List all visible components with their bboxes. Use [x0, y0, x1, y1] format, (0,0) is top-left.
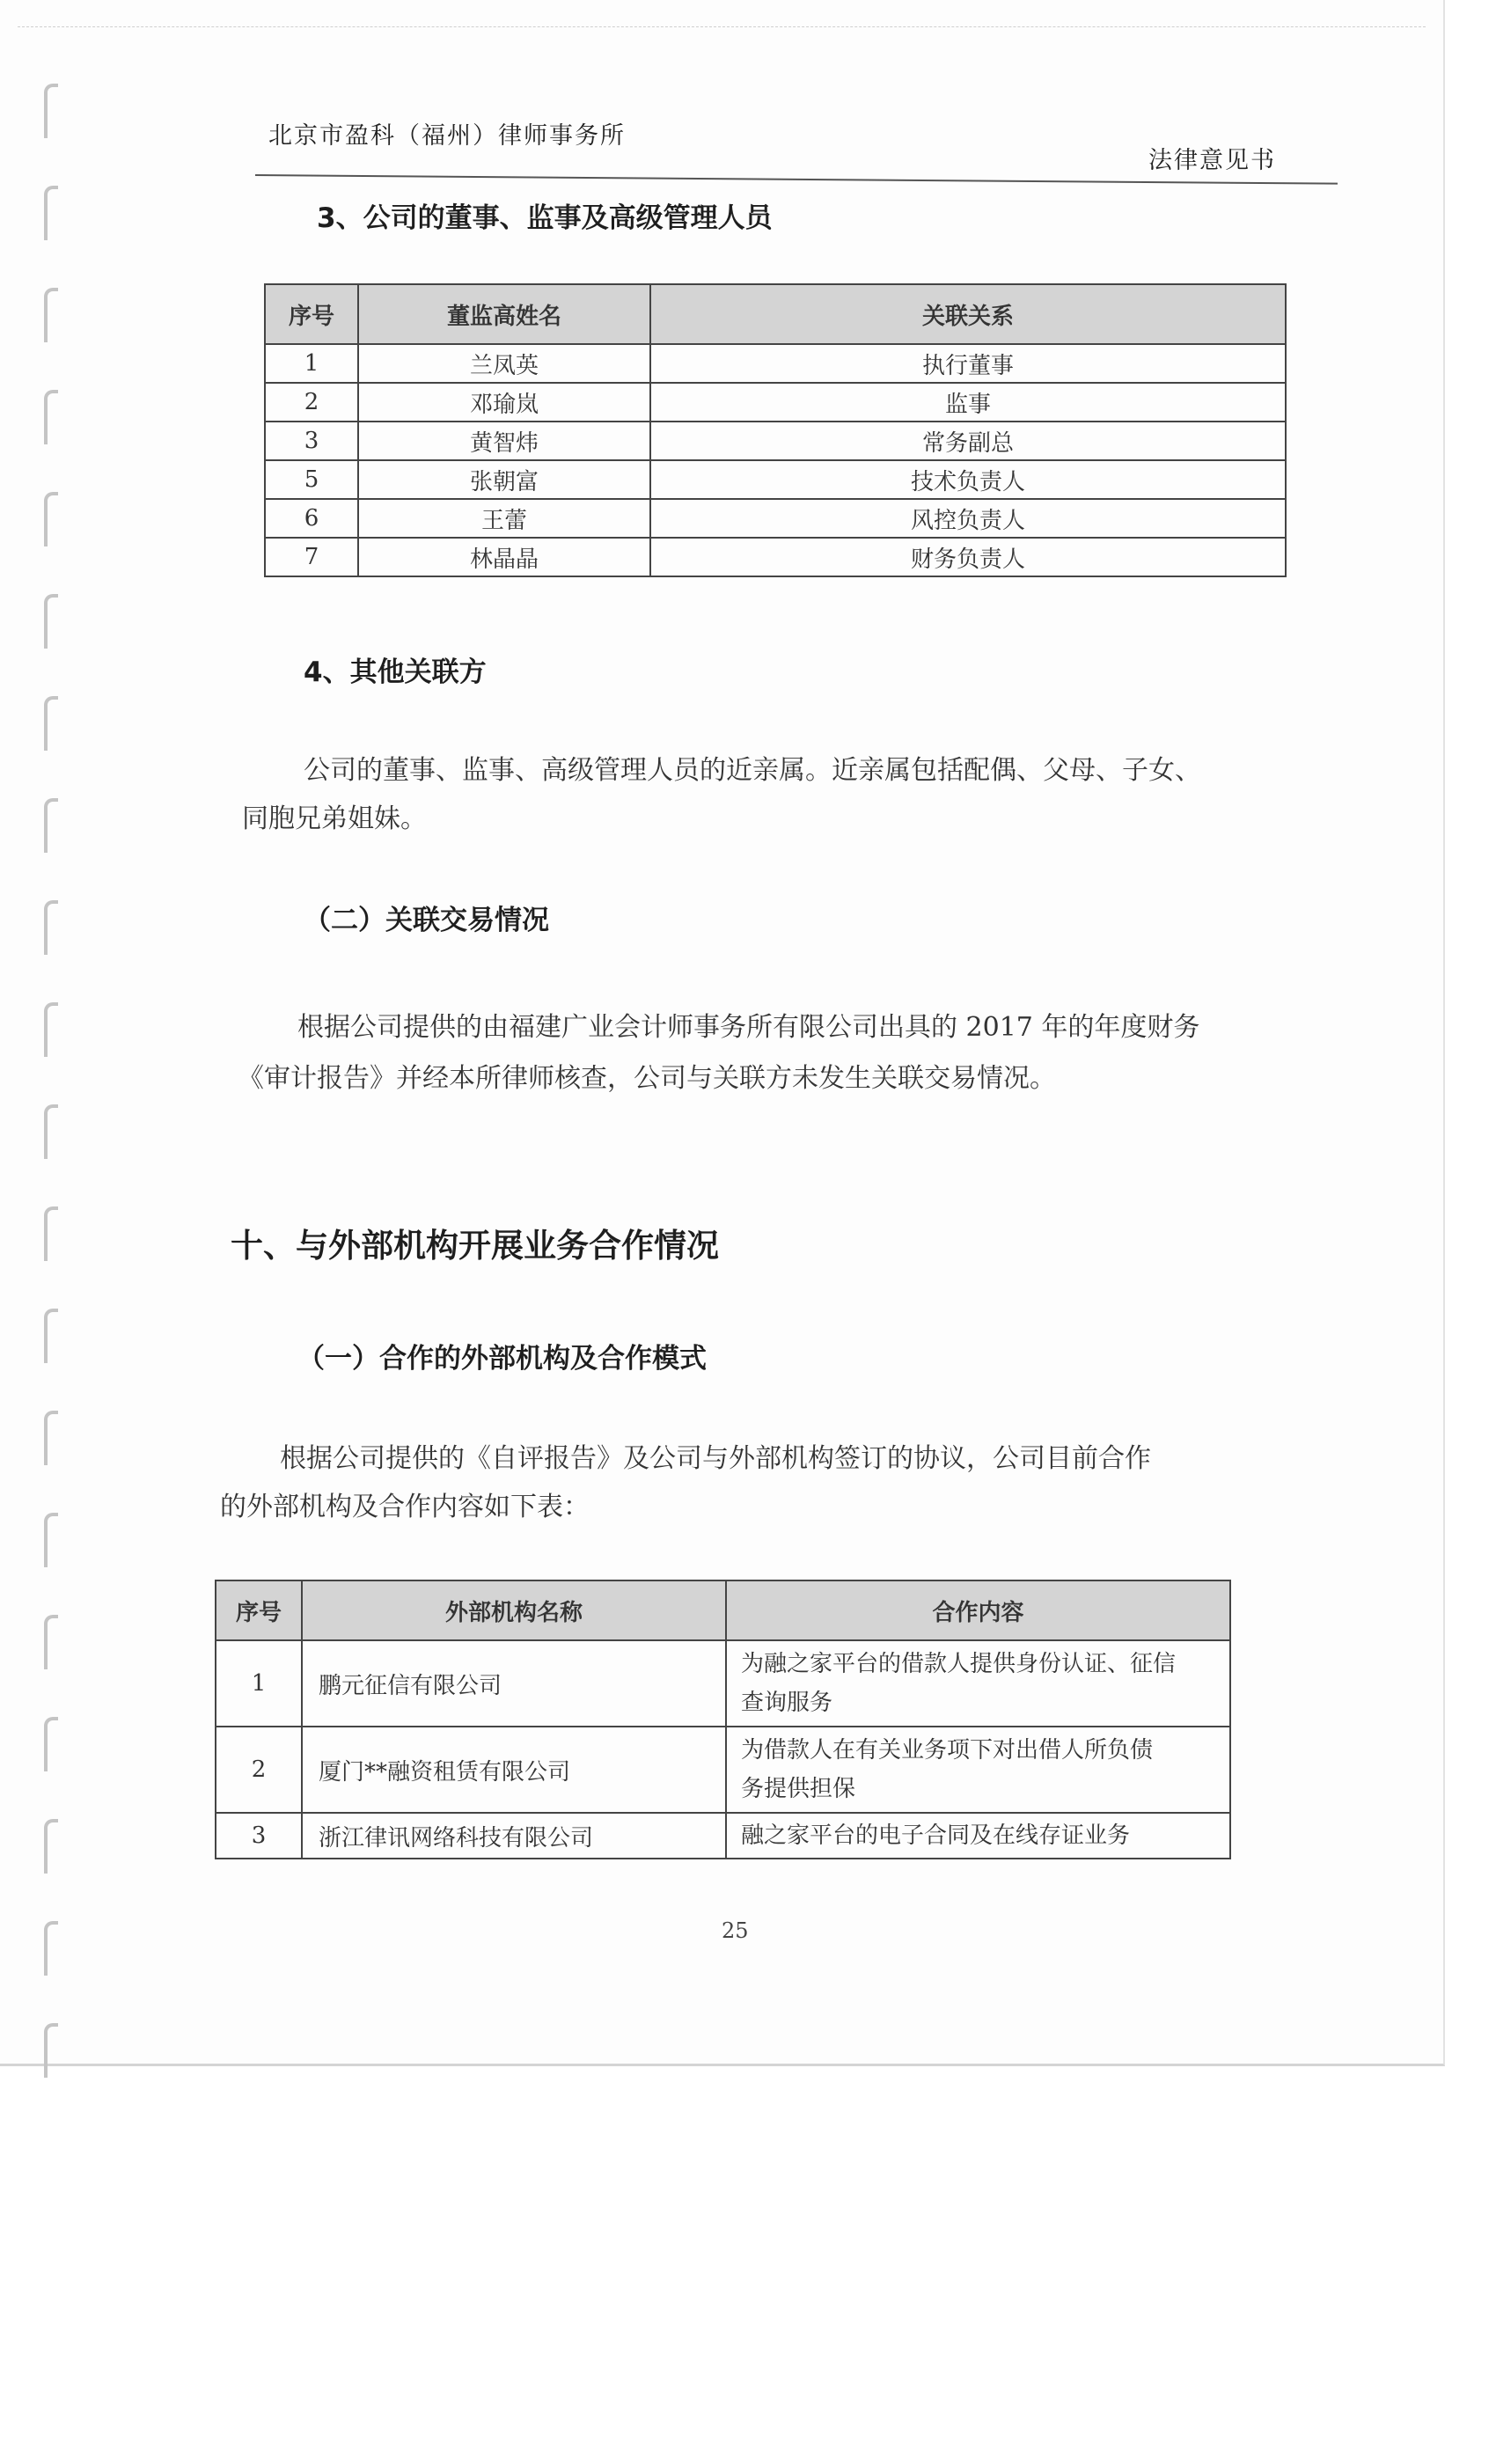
chapter-10-heading: 十、与外部机构开展业务合作情况	[231, 1227, 719, 1265]
relationship: 技术负责人	[650, 460, 1286, 499]
related-transactions-heading: （二）关联交易情况	[304, 905, 549, 936]
relationship: 常务副总	[650, 422, 1286, 460]
binding-ring	[44, 1002, 58, 1057]
table-header-row	[216, 1580, 1230, 1640]
table-row	[265, 383, 1286, 422]
table-row	[265, 460, 1286, 499]
table-header-row	[265, 284, 1286, 344]
page-number: 25	[722, 1918, 749, 1943]
column-header: 序号	[265, 284, 358, 344]
content-line: 查询服务	[741, 1690, 833, 1716]
relationship: 执行董事	[650, 344, 1286, 383]
paragraph-line: 同胞兄弟姐妹。	[242, 803, 427, 834]
content-line: 为融之家平台的借款人提供身份认证、征信	[741, 1651, 1177, 1677]
cooperation-content: 融之家平台的电子合同及在线存证业务	[726, 1813, 1230, 1859]
column-header: 关联关系	[650, 284, 1286, 344]
cooperation-subheading: （一）合作的外部机构及合作模式	[297, 1343, 707, 1375]
table-row	[216, 1813, 1230, 1859]
row-number: 1	[265, 344, 358, 383]
directors-table	[264, 283, 1287, 577]
paragraph-line: 的外部机构及合作内容如下表：	[220, 1492, 590, 1522]
person-name: 邓瑜岚	[358, 383, 650, 422]
institution-name: 厦门**融资租赁有限公司	[302, 1727, 726, 1813]
header-firm-name: 北京市盈科（福州）律师事务所	[268, 122, 626, 150]
section-3-heading: 3、公司的董事、监事及高级管理人员	[317, 202, 773, 234]
relationship: 监事	[650, 383, 1286, 422]
row-number: 5	[265, 460, 358, 499]
column-header: 序号	[216, 1580, 302, 1640]
relationship: 财务负责人	[650, 538, 1286, 576]
binding-ring	[44, 1615, 58, 1669]
table-row	[265, 422, 1286, 460]
column-header: 合作内容	[726, 1580, 1230, 1640]
institution-name: 鹏元征信有限公司	[302, 1640, 726, 1727]
paragraph-line: 根据公司提供的《自评报告》及公司与外部机构签订的协议，公司目前合作	[280, 1443, 1151, 1474]
row-number: 3	[265, 422, 358, 460]
binding-ring	[44, 390, 58, 444]
binding-ring	[44, 186, 58, 240]
person-name: 张朝富	[358, 460, 650, 499]
binding-ring	[44, 492, 58, 546]
external-institutions-table	[215, 1580, 1231, 1859]
table-row	[216, 1727, 1230, 1813]
person-name: 兰凤英	[358, 344, 650, 383]
row-number: 2	[265, 383, 358, 422]
cooperation-content	[726, 1727, 1230, 1813]
binding-ring	[44, 1717, 58, 1771]
binding-ring	[44, 594, 58, 649]
binding-ring	[44, 1411, 58, 1465]
table-row	[265, 499, 1286, 538]
paragraph-line: 《审计报告》并经本所律师核查，公司与关联方未发生关联交易情况。	[238, 1063, 1056, 1094]
column-header: 董监高姓名	[358, 284, 650, 344]
row-number: 7	[265, 538, 358, 576]
table-row	[265, 344, 1286, 383]
binding-ring	[44, 1206, 58, 1261]
column-header: 外部机构名称	[302, 1580, 726, 1640]
institution-name: 浙江律讯网络科技有限公司	[302, 1813, 726, 1859]
binding-ring	[44, 84, 58, 138]
cooperation-content	[726, 1640, 1230, 1727]
binding-ring	[44, 1819, 58, 1874]
header-rule	[255, 174, 1338, 185]
binding-ring	[44, 1309, 58, 1363]
row-number: 2	[216, 1727, 302, 1813]
relationship: 风控负责人	[650, 499, 1286, 538]
binding-ring	[44, 696, 58, 751]
content-line: 务提供担保	[741, 1776, 856, 1802]
binding-rings	[44, 84, 70, 2125]
person-name: 林晶晶	[358, 538, 650, 576]
binding-ring	[44, 1104, 58, 1159]
paragraph-line: 公司的董事、监事、高级管理人员的近亲属。近亲属包括配偶、父母、子女、	[304, 755, 1201, 786]
section-4-heading: 4、其他关联方	[304, 656, 487, 688]
table-row	[216, 1640, 1230, 1727]
scan-edge-line	[18, 26, 1426, 27]
content-line: 为借款人在有关业务项下对出借人所负债	[741, 1737, 1154, 1764]
binding-ring	[44, 2023, 58, 2078]
binding-ring	[44, 900, 58, 955]
row-number: 1	[216, 1640, 302, 1727]
row-number: 6	[265, 499, 358, 538]
binding-ring	[44, 798, 58, 853]
header-document-type: 法律意见书	[1148, 147, 1276, 174]
binding-ring	[44, 288, 58, 342]
row-number: 3	[216, 1813, 302, 1859]
binding-ring	[44, 1513, 58, 1567]
table-row	[265, 538, 1286, 576]
binding-ring	[44, 1921, 58, 1976]
paragraph-line: 根据公司提供的由福建广业会计师事务所有限公司出具的 2017 年的年度财务	[297, 1012, 1200, 1043]
person-name: 王蕾	[358, 499, 650, 538]
person-name: 黄智炜	[358, 422, 650, 460]
